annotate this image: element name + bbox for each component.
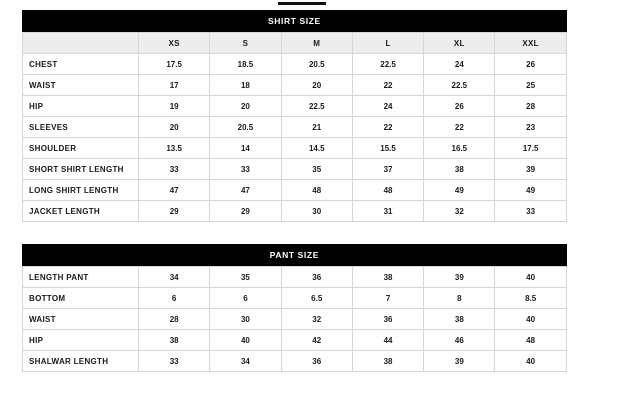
cell: 34 — [210, 351, 281, 372]
cell: 44 — [352, 330, 423, 351]
cell: 20 — [210, 96, 281, 117]
cell: 36 — [352, 309, 423, 330]
cell: 38 — [424, 159, 495, 180]
cell: 30 — [210, 309, 281, 330]
cell: 22.5 — [424, 75, 495, 96]
row-label-shoulder: SHOULDER — [23, 138, 139, 159]
cell: 16.5 — [424, 138, 495, 159]
cell: 32 — [424, 201, 495, 222]
shirt-size-table — [22, 10, 567, 222]
shirt-size-title: SHIRT SIZE — [22, 10, 567, 32]
shirt-col-header-xl: XL — [424, 33, 495, 54]
row-label-hip: HIP — [23, 330, 139, 351]
shirt-corner-header — [23, 33, 139, 54]
row-label-shalwar-length: SHALWAR LENGTH — [23, 351, 139, 372]
cell: 22 — [352, 117, 423, 138]
cell: 36 — [281, 267, 352, 288]
cell: 38 — [352, 267, 423, 288]
cell: 47 — [139, 180, 210, 201]
cell: 24 — [352, 96, 423, 117]
cell: 35 — [281, 159, 352, 180]
cell: 42 — [281, 330, 352, 351]
cell: 22 — [424, 117, 495, 138]
cell: 22.5 — [281, 96, 352, 117]
cell: 33 — [495, 201, 566, 222]
table-row — [23, 330, 567, 351]
cell: 39 — [424, 351, 495, 372]
row-label-bottom: BOTTOM — [23, 288, 139, 309]
cell: 15.5 — [352, 138, 423, 159]
shirt-col-header-xs: XS — [139, 33, 210, 54]
cell: 30 — [281, 201, 352, 222]
cell: 17.5 — [139, 54, 210, 75]
cell: 19 — [139, 96, 210, 117]
row-label-hip: HIP — [23, 96, 139, 117]
cell: 38 — [139, 330, 210, 351]
cell: 22 — [352, 75, 423, 96]
cell: 37 — [352, 159, 423, 180]
cell: 40 — [495, 267, 566, 288]
cell: 26 — [495, 54, 566, 75]
cell: 14 — [210, 138, 281, 159]
cell: 33 — [139, 351, 210, 372]
cell: 33 — [139, 159, 210, 180]
table-row — [23, 159, 567, 180]
cell: 8 — [424, 288, 495, 309]
cell: 18 — [210, 75, 281, 96]
cell: 32 — [281, 309, 352, 330]
table-row — [23, 288, 567, 309]
row-label-long-shirt-length: LONG SHIRT LENGTH — [23, 180, 139, 201]
cell: 22.5 — [352, 54, 423, 75]
cell: 49 — [495, 180, 566, 201]
cell: 20 — [139, 117, 210, 138]
shirt-col-header-l: L — [352, 33, 423, 54]
row-label-waist: WAIST — [23, 309, 139, 330]
row-label-jacket-length: JACKET LENGTH — [23, 201, 139, 222]
table-row — [23, 96, 567, 117]
row-label-chest: CHEST — [23, 54, 139, 75]
cell: 49 — [424, 180, 495, 201]
table-row — [23, 54, 567, 75]
cell: 7 — [352, 288, 423, 309]
cell: 20.5 — [210, 117, 281, 138]
cell: 26 — [424, 96, 495, 117]
cell: 48 — [495, 330, 566, 351]
cell: 46 — [424, 330, 495, 351]
cell: 40 — [495, 351, 566, 372]
cell: 24 — [424, 54, 495, 75]
cell: 28 — [495, 96, 566, 117]
cell: 23 — [495, 117, 566, 138]
cell: 35 — [210, 267, 281, 288]
cell: 31 — [352, 201, 423, 222]
table-row — [23, 117, 567, 138]
cell: 29 — [210, 201, 281, 222]
cell: 48 — [281, 180, 352, 201]
cell: 17 — [139, 75, 210, 96]
table-row — [23, 75, 567, 96]
cell: 40 — [210, 330, 281, 351]
cell: 39 — [424, 267, 495, 288]
top-divider — [278, 2, 326, 5]
table-row — [23, 201, 567, 222]
pant-size-title: PANT SIZE — [22, 244, 567, 266]
cell: 38 — [424, 309, 495, 330]
table-row — [23, 180, 567, 201]
cell: 33 — [210, 159, 281, 180]
row-label-sleeves: SLEEVES — [23, 117, 139, 138]
cell: 17.5 — [495, 138, 566, 159]
row-label-waist: WAIST — [23, 75, 139, 96]
cell: 40 — [495, 309, 566, 330]
row-label-short-shirt-length: SHORT SHIRT LENGTH — [23, 159, 139, 180]
row-label-length-pant: LENGTH PANT — [23, 267, 139, 288]
cell: 28 — [139, 309, 210, 330]
cell: 48 — [352, 180, 423, 201]
cell: 20 — [281, 75, 352, 96]
cell: 18.5 — [210, 54, 281, 75]
table-row — [23, 267, 567, 288]
cell: 14.5 — [281, 138, 352, 159]
cell: 6 — [139, 288, 210, 309]
cell: 38 — [352, 351, 423, 372]
cell: 29 — [139, 201, 210, 222]
shirt-col-header-xxl: XXL — [495, 33, 566, 54]
table-row — [23, 309, 567, 330]
pant-size-table — [22, 244, 567, 372]
shirt-col-header-m: M — [281, 33, 352, 54]
cell: 8.5 — [495, 288, 566, 309]
cell: 6.5 — [281, 288, 352, 309]
shirt-size-header-row — [23, 33, 567, 54]
cell: 25 — [495, 75, 566, 96]
pant-size-table-block — [22, 244, 566, 372]
shirt-size-table-block — [22, 10, 566, 222]
table-row — [23, 138, 567, 159]
cell: 47 — [210, 180, 281, 201]
cell: 20.5 — [281, 54, 352, 75]
cell: 39 — [495, 159, 566, 180]
cell: 34 — [139, 267, 210, 288]
cell: 13.5 — [139, 138, 210, 159]
cell: 6 — [210, 288, 281, 309]
table-row — [23, 351, 567, 372]
shirt-col-header-s: S — [210, 33, 281, 54]
cell: 21 — [281, 117, 352, 138]
cell: 36 — [281, 351, 352, 372]
